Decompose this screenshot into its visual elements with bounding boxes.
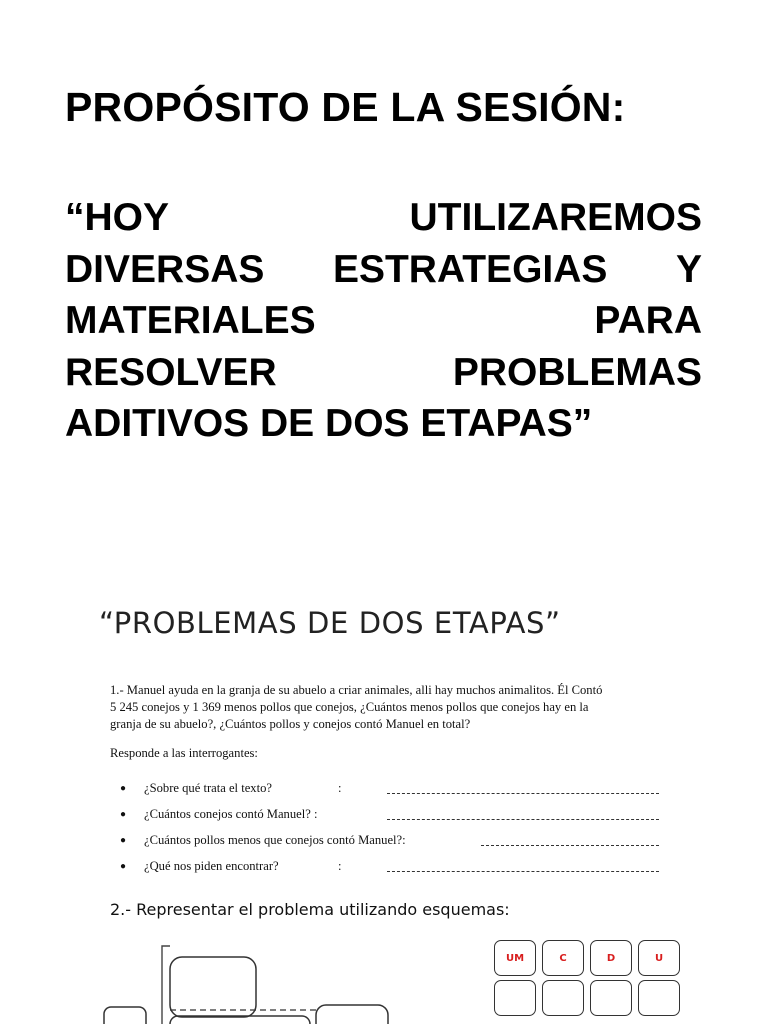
question-item [120,806,665,826]
answer-blank[interactable] [387,819,659,820]
slide-title: PROPÓSITO DE LA SESIÓN: [65,84,626,130]
schema-box [170,957,256,1017]
question-text: ¿Qué nos piden encontrar? [144,859,279,873]
problem-statement [110,682,660,733]
question-item [120,832,665,852]
worksheet-title: “PROBLEMAS DE DOS ETAPAS” [99,606,561,640]
purpose-word: ADITIVOS DE DOS ETAPAS” [65,402,593,445]
problem-line: granja de su abuelo?, ¿Cuántos pollos y conejos contó Manuel en total? [110,717,471,731]
purpose-line [65,295,702,347]
place-value-header-c: C [542,940,584,976]
place-value-header-d: D [590,940,632,976]
answer-blank[interactable] [387,871,659,872]
purpose-word: Y [675,247,702,291]
question-item [120,858,665,878]
question-text: ¿Cuántos conejos contó Manuel? : [144,807,318,821]
purpose-word: RESOLVER [65,350,277,394]
schema-diagram [0,930,768,1024]
session-purpose [65,192,702,450]
purpose-line [65,398,702,450]
problem-line: 5 245 conejos y 1 369 menos pollos que conejos, ¿Cuántos menos pollos que conejos hay en la [110,700,589,714]
place-value-cell[interactable] [638,980,680,1016]
purpose-line [65,244,702,296]
purpose-line [65,192,702,244]
purpose-word: MATERIALES [65,299,316,342]
place-value-header-um: UM [494,940,536,976]
question-colon: : [338,859,342,873]
answer-blank[interactable] [387,793,659,794]
schema-box [316,1005,388,1024]
bullet-icon: ● [120,783,127,794]
purpose-word: PARA [594,299,702,342]
question-item [120,780,665,800]
answer-blank[interactable] [481,845,659,846]
problem-line: 1.- Manuel ayuda en la granja de su abuelo a criar animales, alli hay muchos animalitos. Él Contó [110,683,603,697]
respond-label: Responde a las interrogantes: [110,746,258,760]
purpose-word: “HOY [65,196,170,239]
purpose-word: UTILIZAREMOS [409,196,702,239]
purpose-word: DIVERSAS [65,247,265,291]
place-value-cell[interactable] [494,980,536,1016]
question-text: ¿Sobre qué trata el texto? [144,781,272,795]
purpose-line [65,347,702,399]
place-value-cell[interactable] [542,980,584,1016]
place-value-cell[interactable] [590,980,632,1016]
purpose-word: ESTRATEGIAS [332,247,608,291]
schema-box [104,1007,146,1024]
step-2-heading: 2.- Representar el problema utilizando esquemas: [110,900,510,919]
question-text: ¿Cuántos pollos menos que conejos contó Manuel?: [144,833,406,847]
purpose-word: PROBLEMAS [452,350,702,394]
question-colon: : [338,781,342,795]
place-value-header-u: U [638,940,680,976]
bullet-icon: ● [120,861,127,872]
bracket-line [162,946,170,1024]
bullet-icon: ● [120,809,127,820]
bullet-icon: ● [120,835,127,846]
